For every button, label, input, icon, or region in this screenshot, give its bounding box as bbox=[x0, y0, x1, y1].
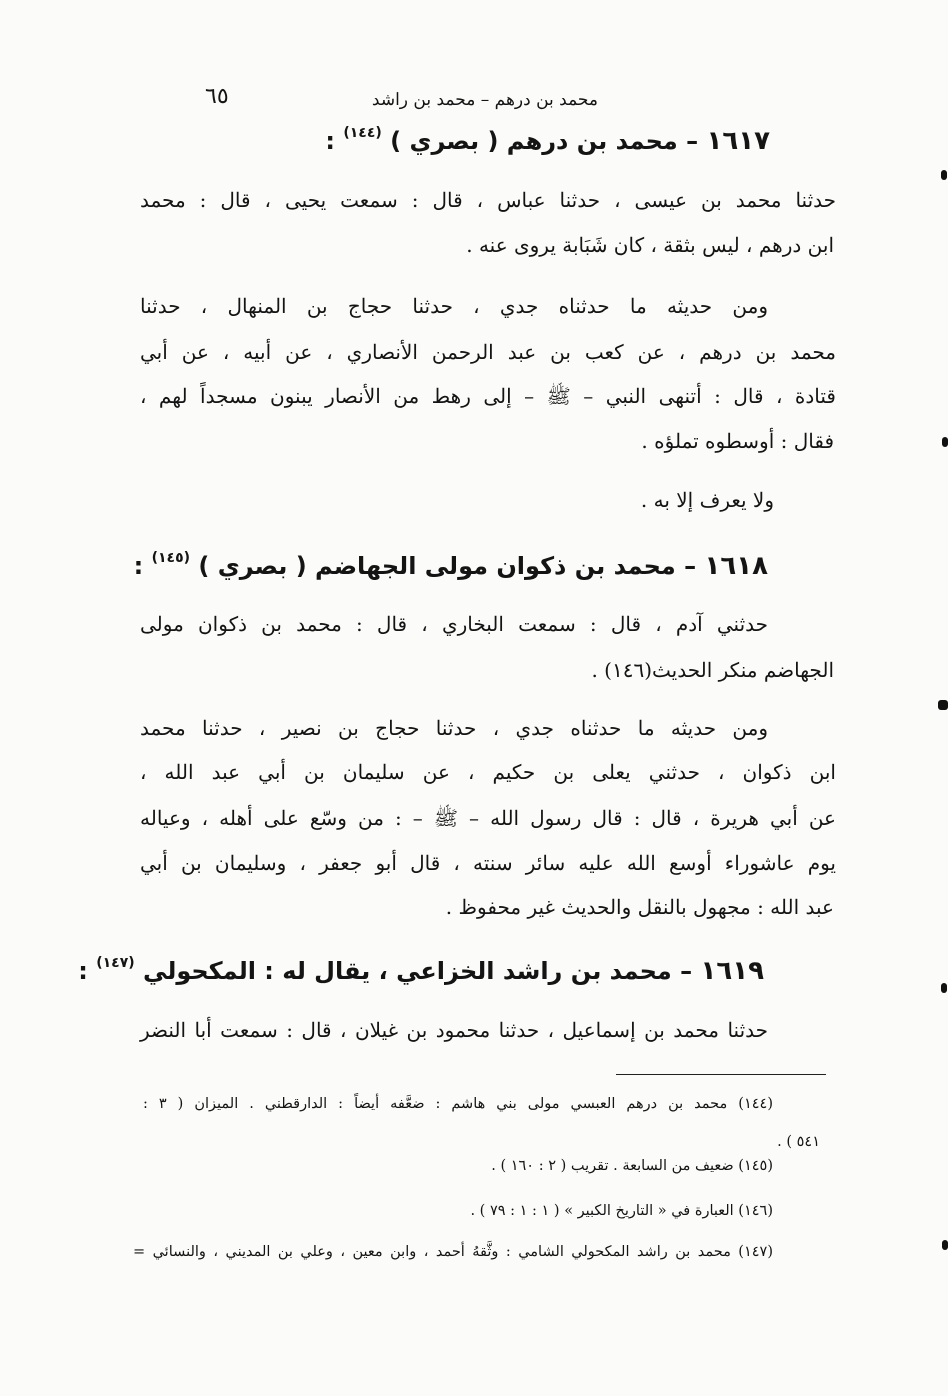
text-line: ابن ذكوان ، حدثني يعلى بن حكيم ، عن سليمان بن أبي عبد الله ، bbox=[140, 760, 836, 784]
page-number: ٦٥ bbox=[205, 84, 229, 109]
footnote-separator bbox=[616, 1074, 826, 1075]
entry-heading-1619 bbox=[78, 955, 764, 986]
entry-dash: – bbox=[677, 127, 699, 155]
scan-mark bbox=[941, 983, 947, 993]
scan-mark bbox=[942, 437, 948, 447]
text-line: ابن درهم ، ليس بثقة ، كان شَبَابة يروى عنه . bbox=[466, 233, 834, 257]
entry-title: محمد بن درهم ( بصري ) bbox=[390, 127, 678, 155]
entry-colon: : bbox=[325, 127, 335, 155]
text-line: يوم عاشوراء أوسع الله عليه سائر سنته ، قال أبو جعفر ، وسليمان بن أبي bbox=[140, 851, 836, 875]
scan-mark bbox=[941, 170, 947, 180]
entry-heading-1618 bbox=[134, 550, 768, 581]
entry-number: ١٦١٩ bbox=[700, 956, 764, 986]
entry-dash: – bbox=[675, 552, 697, 580]
entry-title: محمد بن ذكوان مولى الجهاضم ( بصري ) bbox=[198, 552, 676, 580]
footnote-147: (١٤٧) محمد بن راشد المكحولي الشامي : وثَّقهُ أحمد ، وابن معين ، وعلي بن المديني ، والنسائي = bbox=[133, 1244, 773, 1260]
text-line: فقال : أوسطوه تملؤه . bbox=[641, 429, 834, 453]
entry-heading-1617 bbox=[325, 125, 770, 156]
entry-dash: – bbox=[671, 957, 693, 985]
running-head: محمد بن درهم – محمد بن راشد bbox=[371, 90, 598, 110]
footnote-144: (١٤٤) محمد بن درهم العبسي مولى بني هاشم : ضعَّفه أيضاً : الدارقطني . الميزان ( ٣ : bbox=[143, 1096, 773, 1112]
scan-mark bbox=[938, 700, 948, 710]
entry-title: محمد بن راشد الخزاعي ، يقال له : المكحولي bbox=[143, 957, 672, 985]
text-line: حدثنا محمد بن عيسى ، حدثنا عباس ، قال : سمعت يحيى ، قال : محمد bbox=[140, 188, 836, 212]
text-line: عبد الله : مجهول بالنقل والحديث غير محفوظ . bbox=[445, 895, 834, 919]
footnote-ref: (١٤٤) bbox=[343, 125, 382, 141]
footnote-146: (١٤٦) العبارة في « التاريخ الكبير » ( ١ : ١ : ٧٩ ) . bbox=[470, 1203, 773, 1219]
text-line: ومن حديثه ما حدثناه جدي ، حدثنا حجاج بن المنهال ، حدثنا bbox=[140, 294, 768, 318]
entry-colon: : bbox=[133, 552, 144, 580]
text-line: ومن حديثه ما حدثناه جدي ، حدثنا حجاج بن نصير ، حدثنا محمد bbox=[140, 716, 768, 740]
text-line: عن أبي هريرة ، قال : قال رسول الله – ﷺ – : من وسّع على أهله ، وعياله bbox=[140, 806, 836, 830]
scan-mark bbox=[942, 1240, 948, 1250]
text-line: قتادة ، قال : أتنهى النبي – ﷺ – إلى رهط من الأنصار يبنون مسجداً لهم ، bbox=[140, 384, 836, 408]
text-line: حدثني آدم ، قال : سمعت البخاري ، قال : محمد بن ذكوان مولى bbox=[140, 612, 768, 636]
entry-number: ١٦١٧ bbox=[706, 126, 770, 156]
entry-colon: : bbox=[78, 957, 88, 985]
footnote-ref: (١٤٥) bbox=[151, 550, 191, 566]
text-line: محمد بن درهم ، عن كعب بن عبد الرحمن الأنصاري ، عن أبيه ، عن أبي bbox=[140, 340, 837, 364]
entry-number: ١٦١٨ bbox=[704, 551, 768, 581]
footnote-145: (١٤٥) ضعيف من السابعة . تقريب ( ٢ : ١٦٠ ) . bbox=[491, 1158, 773, 1174]
text-line: الجهاضم منكر الحديث(١٤٦) . bbox=[591, 658, 834, 682]
footnote-ref: (١٤٧) bbox=[96, 955, 135, 971]
footnote-144-cont: ٥٤١ ) . bbox=[777, 1134, 820, 1150]
text-line: حدثنا محمد بن إسماعيل ، حدثنا محمود بن غيلان ، قال : سمعت أبا النضر bbox=[140, 1018, 768, 1042]
text-line: ولا يعرف إلا به . bbox=[640, 488, 774, 512]
